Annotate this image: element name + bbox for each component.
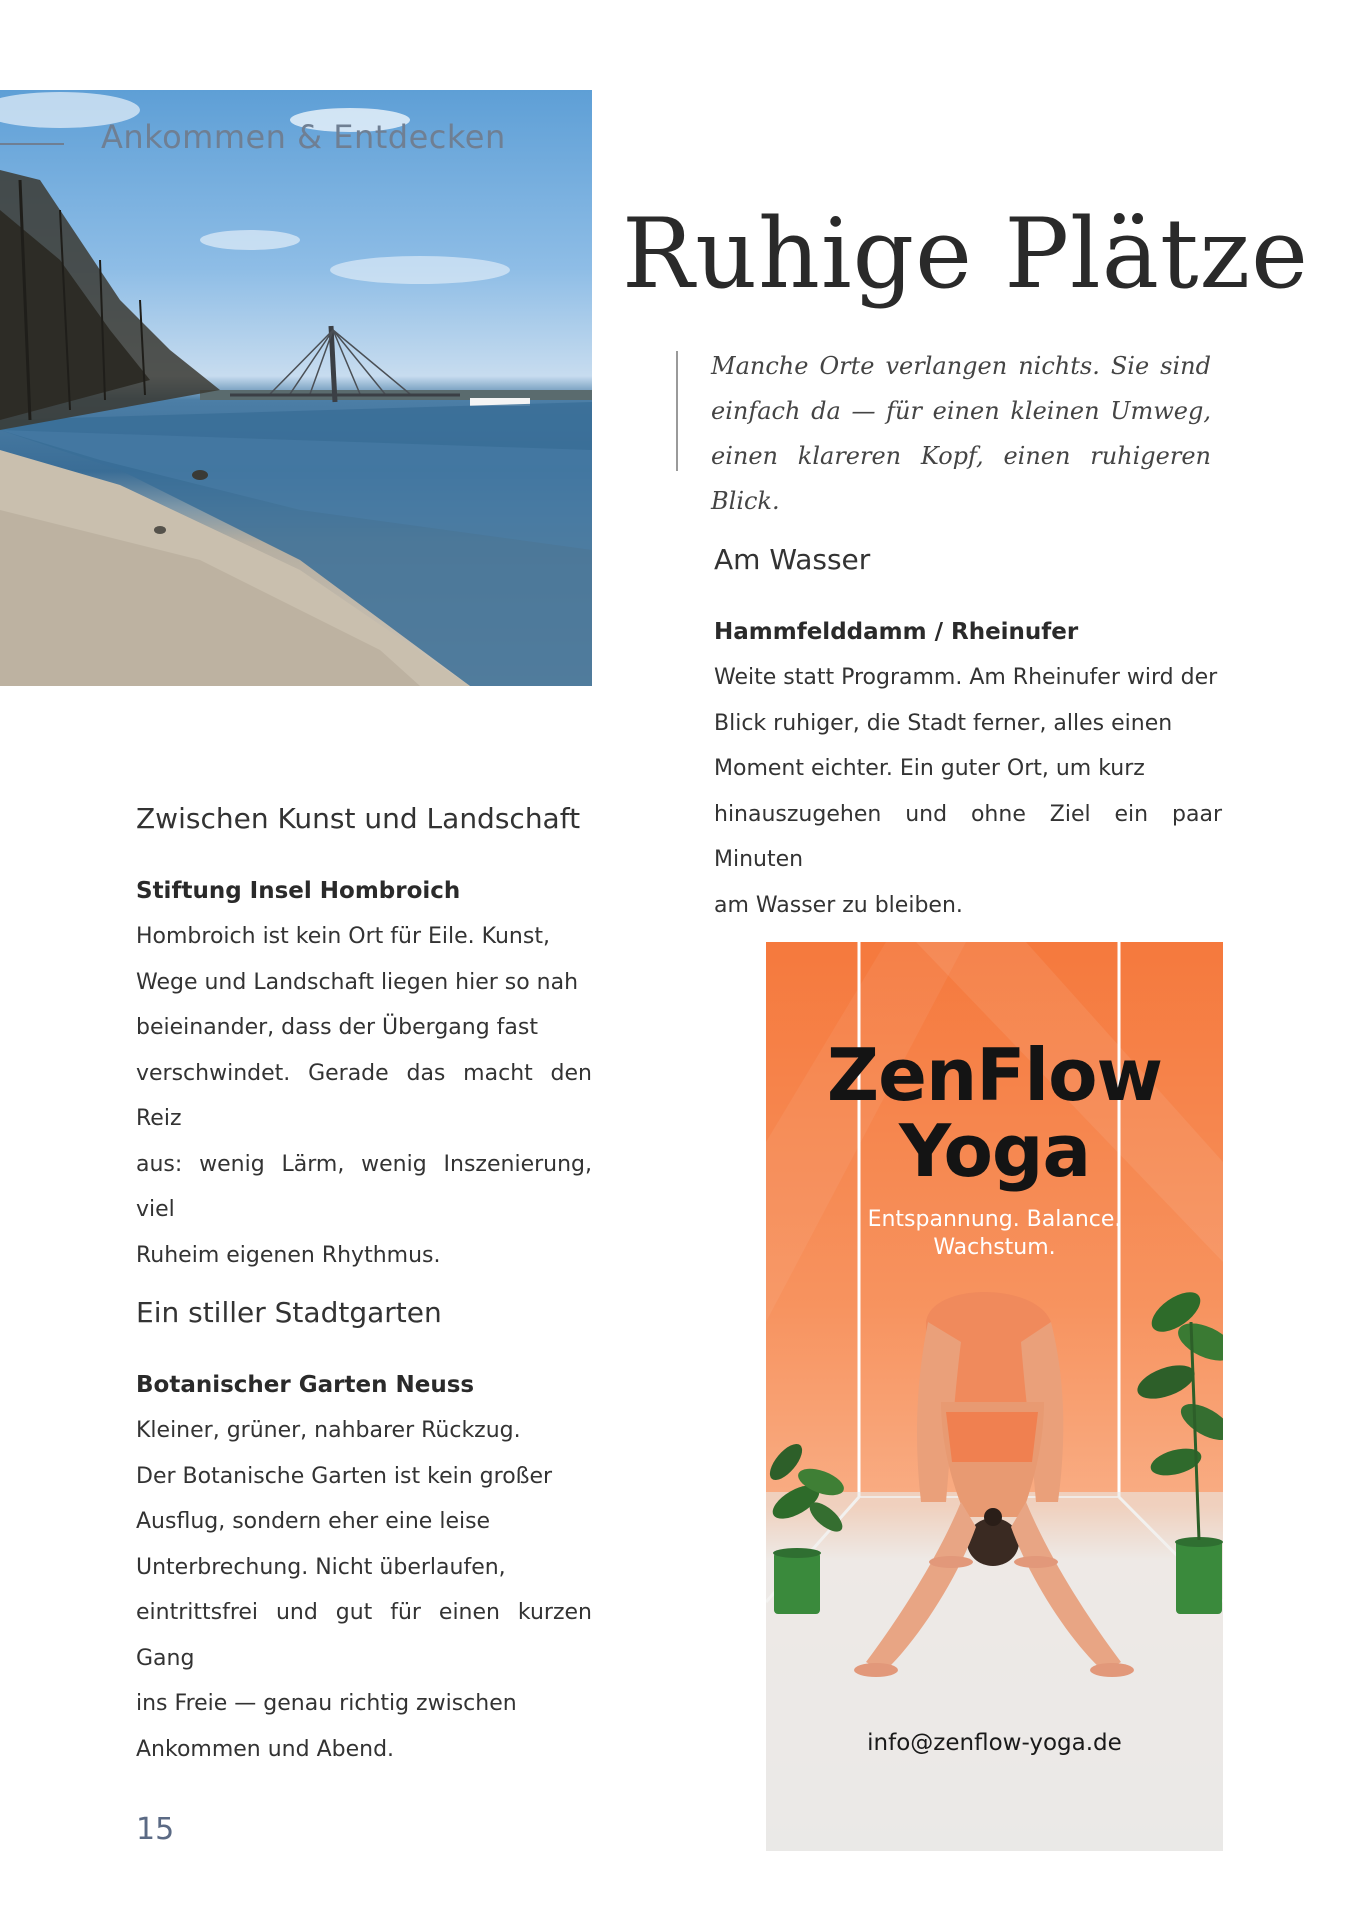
heading-stadtgarten: Ein stiller Stadtgarten: [136, 1296, 442, 1329]
ad-tagline-line: Wachstum.: [933, 1235, 1056, 1260]
text-line: verschwindet. Gerade das macht den Reiz: [136, 1060, 592, 1131]
text-line: Unterbrechung. Nicht überlaufen,: [136, 1554, 506, 1580]
quote-bar: [676, 351, 678, 471]
rhine-riverbank-bridge-photo-icon: [0, 90, 592, 686]
text-line: ins Freie — genau richtig zwischen: [136, 1691, 517, 1716]
text-line: beieinander, dass der Übergang fast: [136, 1015, 538, 1040]
text-line: Ankommen und Abend.: [136, 1736, 395, 1762]
text-am-wasser: [714, 655, 1222, 928]
ad-email-link[interactable]: info@zenflow-yoga.de: [867, 1730, 1122, 1756]
text-line: Moment eichter. Ein guter Ort, um kurz: [714, 756, 1145, 781]
heading-kunst-landschaft: Zwischen Kunst und Landschaft: [136, 802, 581, 835]
text-line: Ruheim eigenen Rhythmus.: [136, 1242, 441, 1268]
text-line: am Wasser zu bleiben.: [714, 892, 963, 918]
heading-am-wasser: Am Wasser: [714, 543, 871, 576]
text-line: aus: wenig Lärm, wenig Inszenierung, viel: [136, 1151, 592, 1222]
text-line: Hombroich ist kein Ort für Eile. Kunst,: [136, 924, 550, 949]
text-line: Der Botanische Garten ist kein großer: [136, 1463, 553, 1489]
section-label: Ankommen & Entdecken: [101, 118, 506, 156]
place-hammfelddamm: Hammfelddamm / Rheinufer: [714, 619, 1079, 645]
text-line: hinauszugehen und ohne Ziel ein paar Minuten: [714, 801, 1222, 872]
ad-title-line: Yoga: [898, 1109, 1091, 1193]
ad-tagline: [766, 1206, 1223, 1262]
riverbank-photo: [0, 90, 592, 686]
text-line: Weite statt Programm. Am Rheinufer wird der: [714, 665, 1218, 690]
text-stadtgarten: [136, 1408, 592, 1772]
zenflow-yoga-ad[interactable]: [766, 942, 1223, 1851]
place-botanischer-garten: Botanischer Garten Neuss: [136, 1372, 475, 1398]
ad-tagline-line: Entspannung. Balance.: [867, 1207, 1122, 1232]
text-kunst-landschaft: [136, 914, 592, 1278]
place-insel-hombroich: Stiftung Insel Hombroich: [136, 878, 461, 904]
page-title: Ruhige Plätze: [622, 198, 1309, 310]
text-line: Blick ruhiger, die Stadt ferner, alles einen: [714, 710, 1173, 736]
ad-title: [766, 1033, 1223, 1193]
ad-title-line: ZenFlow: [826, 1033, 1163, 1117]
page-number: 15: [136, 1812, 175, 1847]
text-line: Kleiner, grüner, nahbarer Rückzug.: [136, 1418, 521, 1443]
intro-quote: Manche Orte verlangen nichts. Sie sind einfach da — für einen kleinen Umweg, einen klareren Kopf, einen ruhigeren Blick.: [711, 352, 1211, 515]
text-line: eintrittsfrei und gut für einen kurzen Gang: [136, 1600, 592, 1671]
text-line: Wege und Landschaft liegen hier so nah: [136, 969, 579, 995]
text-line: Ausflug, sondern eher eine leise: [136, 1509, 491, 1534]
section-rule: [0, 143, 64, 145]
